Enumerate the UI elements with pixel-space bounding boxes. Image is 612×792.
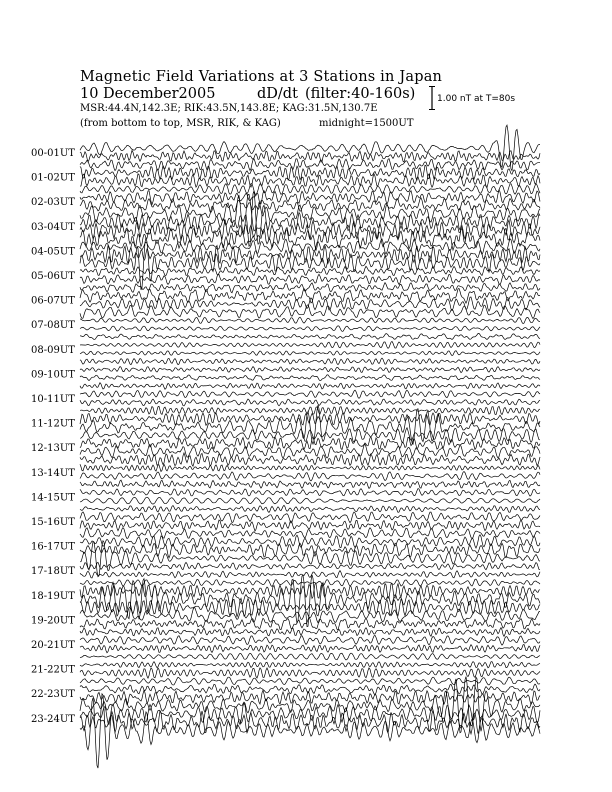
trace-02-03UT-KAG: [80, 190, 540, 205]
filter-label: (filter:40-160s): [305, 86, 416, 102]
trace-08-09UT-RIK: [80, 351, 540, 356]
trace-05-06UT-RIK: [80, 274, 540, 284]
hour-label-00-01UT: 00-01UT: [31, 148, 75, 159]
hour-label-12-13UT: 12-13UT: [31, 443, 75, 455]
hour-label-23-24UT: 23-24UT: [31, 713, 75, 725]
trace-01-02UT-RIK: [80, 174, 540, 188]
chart-title: Magnetic Field Variations at 3 Stations in Japan: [80, 69, 443, 85]
trace-11-12UT-MSR: [80, 428, 540, 443]
trace-15-16UT-RIK: [80, 520, 540, 531]
trace-16-17UT-RIK: [80, 543, 540, 558]
trace-14-15UT-RIK: [80, 497, 540, 504]
station-coordinates: MSR:44.4N,142.3E; RIK:43.5N,143.8E; KAG:31.5N,130.7E: [80, 103, 378, 114]
trace-13-14UT-KAG: [80, 464, 540, 471]
trace-17-18UT-RIK: [80, 571, 540, 578]
trace-10-11UT-KAG: [80, 390, 540, 398]
hour-label-13-14UT: 13-14UT: [31, 467, 75, 479]
hour-label-09-10UT: 09-10UT: [31, 369, 75, 381]
hour-label-11-12UT: 11-12UT: [31, 418, 75, 430]
trace-15-16UT-KAG: [80, 512, 540, 523]
hour-label-02-03UT: 02-03UT: [31, 197, 75, 209]
trace-00-01UT-RIK: [80, 150, 540, 162]
trace-21-22UT-MSR: [80, 677, 540, 685]
trace-01-02UT-KAG: [80, 165, 540, 180]
hour-label-16-17UT: 16-17UT: [31, 541, 75, 553]
hour-label-19-20UT: 19-20UT: [31, 615, 75, 627]
trace-07-08UT-KAG: [80, 317, 540, 323]
trace-00-01UT-KAG: [80, 125, 540, 171]
hour-label-18-19UT: 18-19UT: [31, 590, 75, 602]
hour-label-15-16UT: 15-16UT: [31, 517, 75, 528]
trace-21-22UT-RIK: [80, 668, 540, 678]
trace-12-13UT-MSR: [80, 453, 540, 466]
trace-19-20UT-MSR: [80, 628, 540, 637]
trace-14-15UT-MSR: [80, 505, 540, 512]
trace-15-16UT-MSR: [80, 528, 540, 539]
trace-02-03UT-RIK: [80, 198, 540, 212]
trace-12-13UT-RIK: [80, 444, 540, 458]
hour-label-06-07UT: 06-07UT: [31, 295, 75, 307]
trace-22-23UT-KAG: [80, 684, 540, 695]
trace-14-15UT-KAG: [80, 489, 540, 497]
trace-19-20UT-RIK: [80, 617, 540, 630]
trace-09-10UT-RIK: [80, 375, 540, 381]
hour-label-17-18UT: 17-18UT: [31, 566, 75, 578]
hour-label-14-15UT: 14-15UT: [31, 492, 75, 504]
hour-label-03-04UT: 03-04UT: [31, 221, 75, 233]
trace-09-10UT-MSR: [80, 383, 540, 390]
hour-label-22-23UT: 22-23UT: [31, 689, 75, 701]
trace-10-11UT-RIK: [80, 399, 540, 406]
hour-label-08-09UT: 08-09UT: [31, 344, 75, 356]
trace-10-11UT-MSR: [80, 406, 540, 414]
trace-23-24UT-MSR: [80, 694, 540, 768]
trace-21-22UT-KAG: [80, 662, 540, 668]
trace-order-note: (from bottom to top, MSR, RIK, & KAG): [80, 118, 281, 129]
hour-label-21-22UT: 21-22UT: [31, 664, 75, 676]
trace-20-21UT-KAG: [80, 635, 540, 645]
trace-07-08UT-MSR: [80, 333, 540, 339]
chart-date: 10 December2005: [80, 86, 216, 102]
hour-label-04-05UT: 04-05UT: [31, 246, 75, 258]
trace-13-14UT-MSR: [80, 480, 540, 488]
trace-16-17UT-MSR: [80, 541, 540, 577]
trace-08-09UT-KAG: [80, 341, 540, 348]
hour-label-01-02UT: 01-02UT: [31, 172, 75, 184]
trace-05-06UT-MSR: [80, 283, 540, 293]
hour-label-05-06UT: 05-06UT: [31, 271, 75, 282]
trace-11-12UT-RIK: [80, 405, 540, 444]
trace-20-21UT-RIK: [80, 645, 540, 653]
hour-label-10-11UT: 10-11UT: [31, 394, 75, 405]
trace-07-08UT-RIK: [80, 326, 540, 332]
trace-08-09UT-MSR: [80, 358, 540, 365]
trace-12-13UT-KAG: [80, 437, 540, 450]
component-label: dD/dt: [257, 86, 298, 102]
scale-bar-label: 1.00 nT at T=80s: [437, 94, 516, 104]
trace-20-21UT-MSR: [80, 653, 540, 660]
trace-06-07UT-KAG: [80, 289, 540, 304]
hour-label-20-21UT: 20-21UT: [31, 640, 75, 651]
trace-02-03UT-MSR: [80, 194, 540, 234]
trace-09-10UT-KAG: [80, 367, 540, 373]
hour-label-07-08UT: 07-08UT: [31, 320, 75, 332]
midnight-note: midnight=1500UT: [319, 118, 414, 129]
trace-13-14UT-RIK: [80, 472, 540, 481]
trace-01-02UT-MSR: [80, 184, 540, 196]
